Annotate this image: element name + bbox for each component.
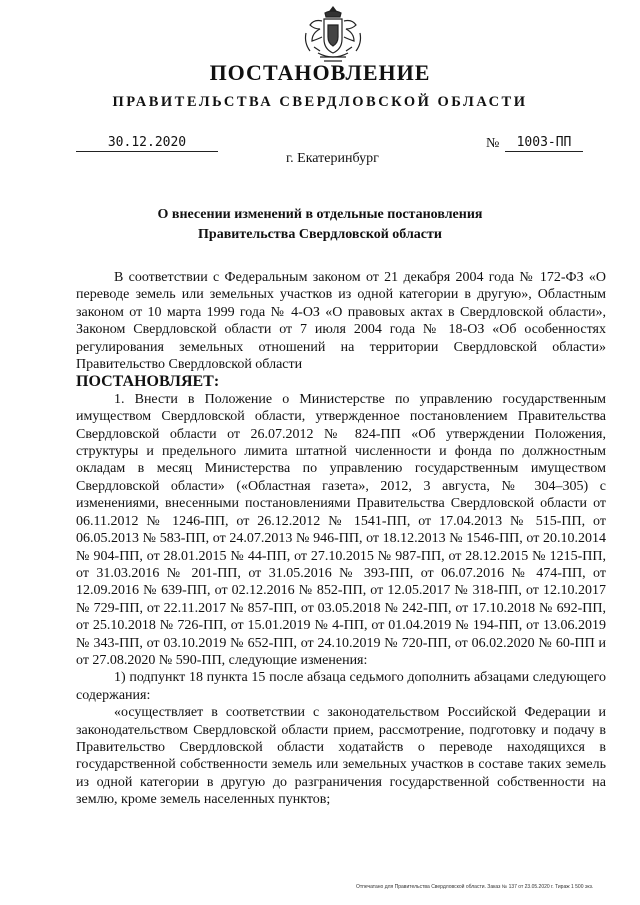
quote-paragraph: «осуществляет в соответствии с законодательством Российской Федерации и законодательством Свердловской области прием, рассмотрение, подготовку и подачу в Правительство Свердловской области ходатайств о переводе находящихся в государственной собственности земель или земельных участков в составе таких земель из одной категории в другую до разграничения государственной собственности на землю, кроме земель населенных пунктов; bbox=[76, 705, 606, 808]
subject-line-1: О внесении изменений в отдельные постановления bbox=[157, 207, 483, 222]
issuer-name: ПРАВИТЕЛЬСТВА СВЕРДЛОВСКОЙ ОБЛАСТИ bbox=[112, 94, 528, 110]
city: г. Екатеринбург bbox=[286, 151, 379, 166]
document-subject bbox=[0, 205, 640, 245]
decree-heading: ПОСТАНОВЛЯЕТ: bbox=[76, 373, 220, 391]
number-label: № bbox=[486, 136, 500, 151]
print-imprint: Отпечатано для Правительства Свердловской области. Заказ № 137 от 23.05.2020 г. Тираж 1 500 экз. bbox=[356, 884, 594, 890]
document-body bbox=[76, 269, 606, 809]
document-number: 1003-ПП bbox=[505, 135, 583, 152]
item-1-paragraph: 1. Внести в Положение о Министерстве по управлению государственным имуществом Свердловской области, утвержденное постановлением Правительства Свердловской области от 26.07.2012 № 824-ПП «Об утверждении Положения, структуры и предельного лимита штатной численности и фонда по должностным окладам в месяц Министерства по управлению государственным имуществом Свердловской области» («Областная газета», 2012, 3 августа, № 304–305) с изменениями, внесенными постановлениями Правительства Свердловской области от 06.11.2012 № 1246-ПП, от 26.12.2012 № 1541-ПП, от 17.04.2013 № 515-ПП, от 06.05.2013 № 583-ПП, от 24.07.2013 № 946-ПП, от 18.12.2013 № 1546-ПП, от 20.10.2014 № 904-ПП, от 28.01.2015 № 44-ПП, от 27.10.2015 № 987-ПП, от 28.12.2015 № 1215-ПП, от 31.03.2016 № 201-ПП, от 31.05.2016 № 393-ПП, от 06.07.2016 № 474-ПП, от 12.09.2016 № 639-ПП, от 02.12.2016 № 852-ПП, от 12.05.2017 № 318-ПП, от 12.10.2017 № 729-ПП, от 22.11.2017 № 857-ПП, от 03.05.2018 № 242-ПП, от 17.10.2018 № 692-ПП, от 25.10.2018 № 726-ПП, от 15.01.2019 № 4-ПП, от 01.04.2019 № 194-ПП, от 13.06.2019 № 343-ПП, от 03.10.2019 № 652-ПП, от 24.10.2019 № 720-ПП, от 06.02.2020 № 60-ПП и от 27.08.2020 № 590-ПП, следующие изменения: bbox=[76, 391, 606, 668]
subject-line-2: Правительства Свердловской области bbox=[198, 227, 442, 242]
preamble-paragraph: В соответствии с Федеральным законом от 21 декабря 2004 года № 172-ФЗ «О переводе земель или земельных участков из одной категории в другую», Областным законом от 10 марта 1999 года № 4-ОЗ «О правовых актах в Свердловской области», Законом Свердловской области от 7 июля 2004 года № 18-ОЗ «Об особенностях регулирования земельных отношений на территории Свердловской области» Правительство Свердловской области bbox=[76, 270, 606, 373]
subitem-1-paragraph: 1) подпункт 18 пункта 15 после абзаца седьмого дополнить абзацами следующего содержания: bbox=[76, 670, 606, 703]
document-title: ПОСТАНОВЛЕНИЕ bbox=[209, 60, 431, 85]
document-date: 30.12.2020 bbox=[76, 135, 218, 152]
